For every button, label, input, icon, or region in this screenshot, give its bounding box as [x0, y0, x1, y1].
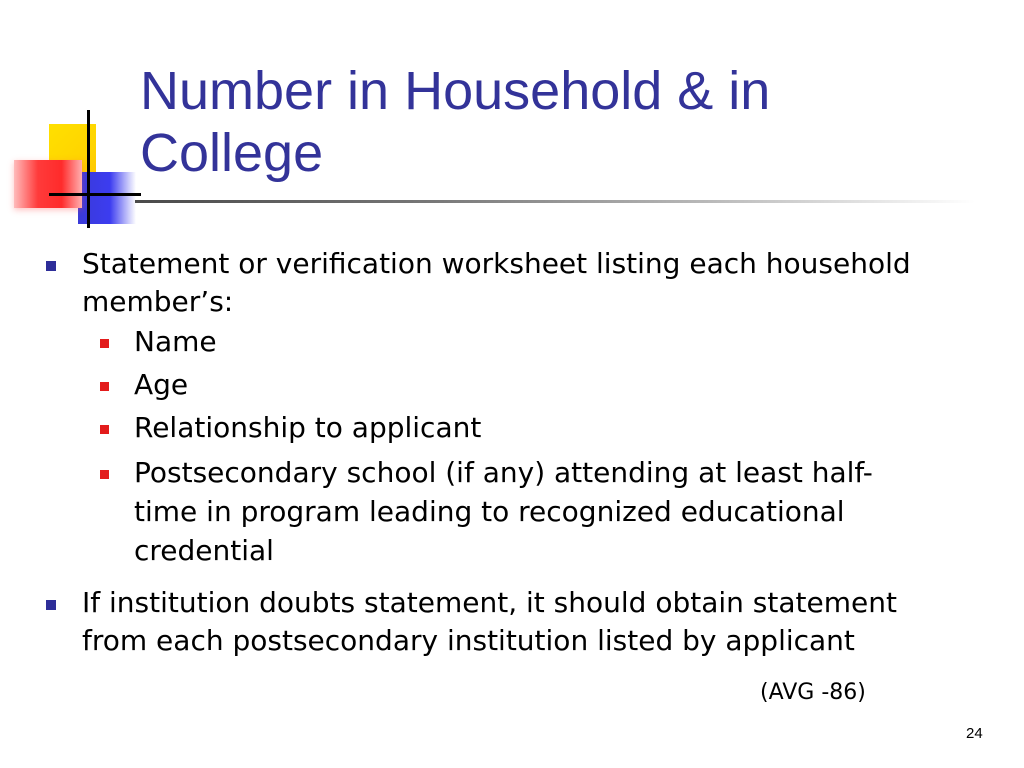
bullet-2-line-1: If institution doubts statement, it should obtain statement — [82, 586, 897, 619]
page-number: 24 — [966, 725, 983, 742]
sub-bullet-name: Name — [134, 325, 217, 358]
bullet-marker-level1 — [46, 261, 56, 271]
bullet-2-line-2: from each postsecondary institution listed by applicant — [82, 624, 855, 657]
sub-bullet-relationship: Relationship to applicant — [134, 411, 482, 444]
slide-title-line-2: College — [140, 123, 324, 183]
bullet-marker-level2 — [100, 470, 109, 479]
bullet-marker-level2 — [100, 382, 109, 391]
bullet-marker-level1 — [46, 600, 56, 610]
bullet-marker-level2 — [100, 425, 109, 434]
sub-bullet-postsecondary-line-1: Postsecondary school (if any) attending at least half- — [134, 456, 873, 489]
sub-bullet-age: Age — [134, 368, 189, 401]
bullet-1-line-2: member’s: — [82, 285, 234, 318]
reference-citation: (AVG -86) — [760, 680, 866, 705]
slide-title-line-1: Number in Household & in — [140, 61, 771, 121]
bullet-marker-level2 — [100, 339, 109, 348]
sub-bullet-postsecondary-line-3: credential — [134, 534, 274, 567]
bullet-1-line-1: Statement or verification worksheet listing each household — [82, 247, 911, 280]
sub-bullet-postsecondary-line-2: time in program leading to recognized educational — [134, 495, 845, 528]
